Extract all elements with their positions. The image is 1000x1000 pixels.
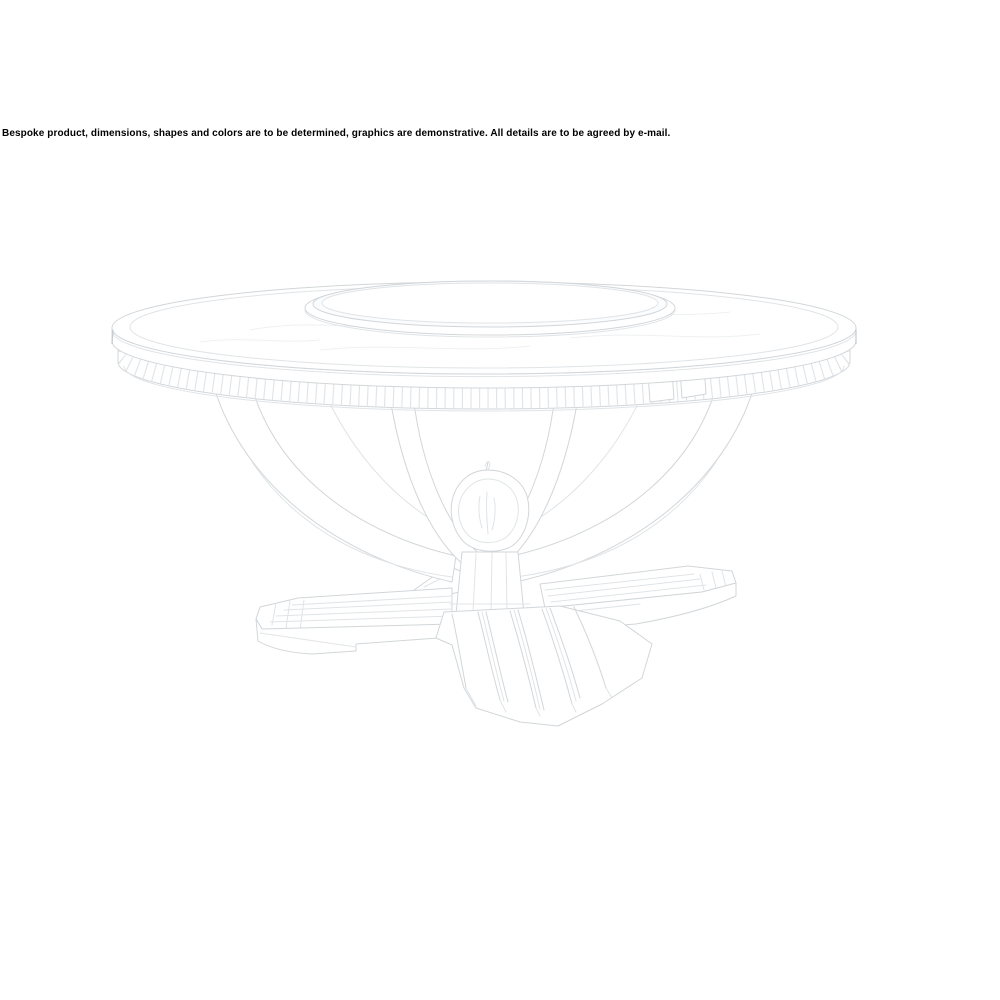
medallion-ornament [451,462,528,552]
pedestal-hub [456,552,524,614]
cross-base-left-arm [256,588,452,654]
cross-base-front-arm [436,606,652,726]
disclaimer-text: Bespoke product, dimensions, shapes and colors are to be determined, graphics are demonstrative. All details are to be agreed by e-mail. [2,128,671,139]
